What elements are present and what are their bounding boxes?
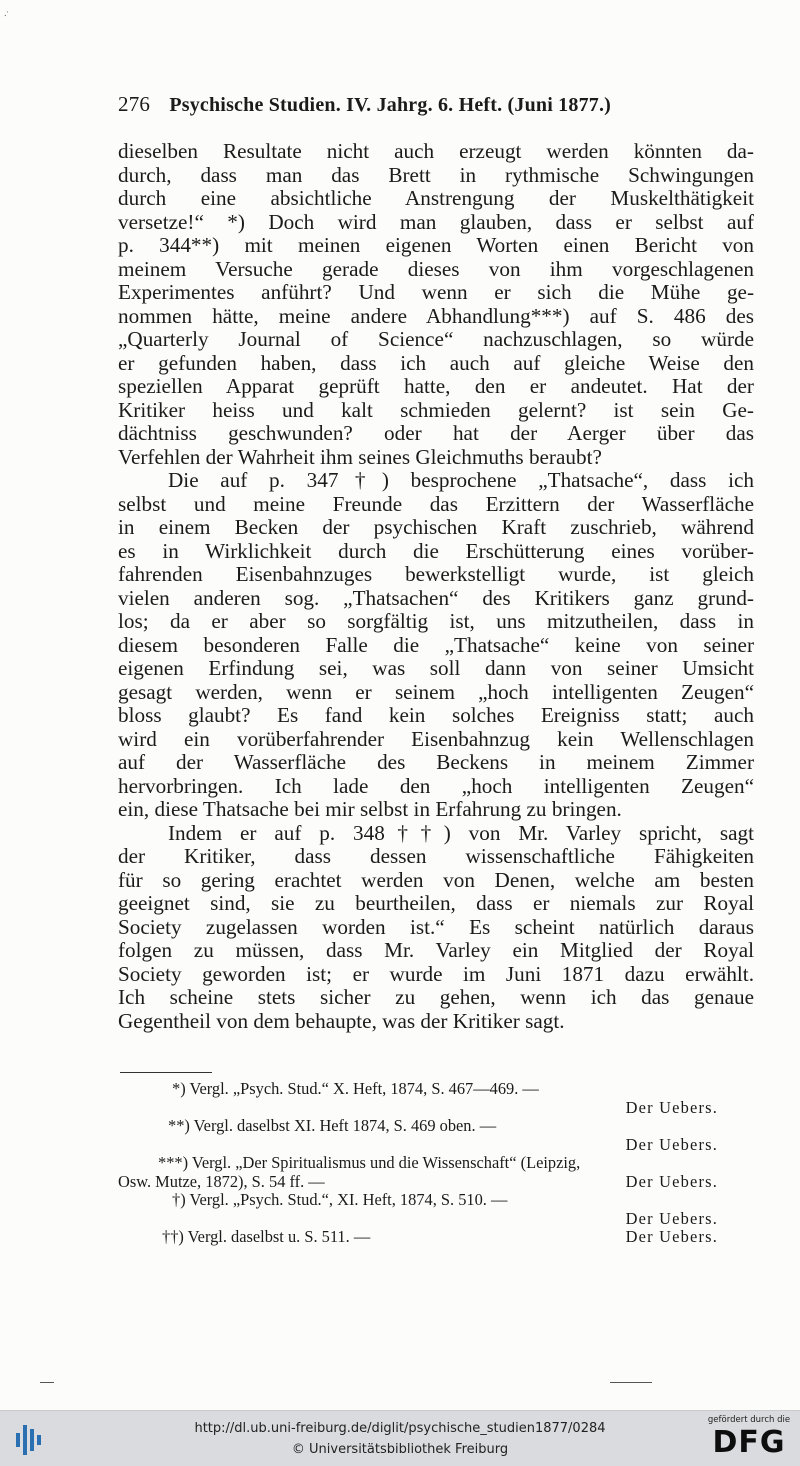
footnote-row bbox=[118, 1099, 718, 1118]
body-line: bloss glaubt? Es fand kein solches Ereigniss statt; auch bbox=[118, 704, 754, 727]
body-line: vielen anderen sog. „Thatsachen“ des Kritikers ganz grund- bbox=[118, 586, 754, 610]
body-text bbox=[118, 140, 754, 1033]
body-line: eigenen Erfindung sei, was soll dann von seiner Umsicht bbox=[118, 657, 754, 680]
footnote-text: Osw. Mutze, 1872), S. 54 ff. — bbox=[118, 1171, 325, 1191]
footnote-text: ***) Vergl. „Der Spiritualismus und die Wissenschaft“ (Leipzig, bbox=[158, 1153, 581, 1172]
body-line: dieselben Resultate nicht auch erzeugt werden könnten da- bbox=[118, 140, 754, 163]
footnote-attribution: Der Uebers. bbox=[625, 1134, 718, 1154]
funder-logo bbox=[706, 1415, 792, 1461]
body-line: auf der Wasserfläche des Beckens in meinem Zimmer bbox=[118, 751, 754, 774]
body-line: fahrenden Eisenbahnzuges bewerkstelligt wurde, ist gleich bbox=[118, 563, 754, 586]
footnote-text: ††) Vergl. daselbst u. S. 511. — bbox=[162, 1227, 371, 1246]
scan-mark-left bbox=[40, 1382, 54, 1383]
body-line: diesem besonderen Falle die „Thatsache“ keine von seiner bbox=[118, 633, 754, 657]
body-line: er gefunden haben, dass ich auch auf gleiche Weise den bbox=[118, 351, 754, 375]
body-line: gesagt werden, wenn er seinem „hoch intelligenten Zeugen“ bbox=[118, 680, 754, 704]
footnote-text: **) Vergl. daselbst XI. Heft 1874, S. 469 oben. — bbox=[168, 1116, 497, 1135]
footnote-attribution: Der Uebers. bbox=[625, 1227, 718, 1246]
footnote-row bbox=[118, 1210, 718, 1229]
running-header bbox=[118, 92, 758, 117]
footnote-attribution: Der Uebers. bbox=[625, 1097, 718, 1117]
footnote-rule bbox=[120, 1072, 212, 1073]
body-line: los; da er aber so sorgfältig ist, uns mitzutheilen, dass in bbox=[118, 610, 754, 633]
body-line: „Quarterly Journal of Science“ nachzuschlagen, so würde bbox=[118, 328, 754, 351]
footnote-row bbox=[118, 1080, 718, 1099]
copyright-text: © Universitätsbibliothek Freiburg bbox=[291, 1442, 509, 1457]
body-line: versetze!“ *) Doch wird man glauben, dass er selbst auf bbox=[118, 210, 754, 234]
footnote-attribution: Der Uebers. bbox=[625, 1171, 718, 1191]
funder-caption: gefördert durch die bbox=[707, 1415, 791, 1425]
body-line: Kritiker heiss und kalt schmieden gelernt? ist sein Ge- bbox=[118, 398, 754, 422]
footnotes bbox=[118, 1080, 718, 1247]
page-url-link[interactable]: http://dl.ub.uni-freiburg.de/diglit/psychische_studien1877/0284 bbox=[194, 1421, 606, 1436]
body-line: durch, dass man das Brett in rythmische Schwingungen bbox=[118, 163, 754, 187]
body-line: der Kritiker, dass dessen wissenschaftliche Fähigkeiten bbox=[118, 845, 754, 868]
body-line: Experimentes anführt? Und wenn er sich die Mühe ge- bbox=[118, 281, 754, 304]
body-line: Die auf p. 347†) besprochene „Thatsache“, dass ich bbox=[168, 469, 754, 492]
body-line: meinem Versuche gerade dieses von ihm vorgeschlagenen bbox=[118, 257, 754, 281]
body-line: nommen hätte, meine andere Abhandlung***) auf S. 486 des bbox=[118, 304, 754, 328]
body-line: p. 344**) mit meinen eigenen Worten einen Bericht von bbox=[118, 234, 754, 257]
body-line: durch eine absichtliche Anstrengung der Muskelthätigkeit bbox=[118, 187, 754, 210]
body-line: ein, diese Thatsache bei mir selbst in Erfahrung zu bringen. bbox=[118, 798, 622, 821]
body-line: hervorbringen. Ich lade den „hoch intelligenten Zeugen“ bbox=[118, 774, 754, 798]
footnote-text: *) Vergl. „Psych. Stud.“ X. Heft, 1874, S. 467—469. — bbox=[172, 1079, 539, 1098]
footnote-attribution: Der Uebers. bbox=[625, 1208, 718, 1228]
body-line: speziellen Apparat geprüft hatte, den er andeutet. Hat der bbox=[118, 375, 754, 398]
footnote-row bbox=[118, 1154, 718, 1173]
body-line: Verfehlen der Wahrheit ihm seines Gleichmuths beraubt? bbox=[118, 445, 602, 469]
body-line: in einem Becken der psychischen Kraft zuschrieb, während bbox=[118, 516, 754, 539]
scan-mark: ⸱ ̇ bbox=[4, 11, 10, 22]
footnote-row bbox=[118, 1191, 718, 1210]
body-line: Gegentheil von dem behaupte, was der Kritiker sagt. bbox=[118, 1009, 565, 1033]
body-line: für so gering erachtet werden von Denen, welche am besten bbox=[118, 868, 754, 892]
scan-mark-right bbox=[610, 1382, 652, 1383]
body-line: Society geworden ist; er wurde im Juni 1871 dazu erwählt. bbox=[118, 962, 754, 986]
body-line: geeignet sind, sie zu beurtheilen, dass er niemals zur Royal bbox=[118, 892, 754, 915]
body-line: Ich scheine stets sicher zu gehen, wenn ich das genaue bbox=[118, 986, 754, 1009]
body-line: Society zugelassen worden ist.“ Es scheint natürlich daraus bbox=[118, 915, 754, 939]
running-title: Psychische Studien. IV. Jahrg. 6. Heft. (Juni 1877.) bbox=[169, 94, 612, 116]
body-line: folgen zu müssen, dass Mr. Varley ein Mitglied der Royal bbox=[118, 939, 754, 962]
body-line: Indem er auf p. 348††) von Mr. Varley spricht, sagt bbox=[168, 821, 754, 845]
dfg-logo-icon: DFG bbox=[712, 1425, 786, 1460]
footnote-text: †) Vergl. „Psych. Stud.“, XI. Heft, 1874, S. 510. — bbox=[172, 1190, 508, 1209]
body-line: selbst und meine Freunde das Erzittern der Wasserfläche bbox=[118, 492, 754, 516]
footnote-row bbox=[118, 1136, 718, 1155]
page-number: 276 bbox=[118, 92, 151, 116]
body-line: wird ein vorüberfahrender Eisenbahnzug kein Wellenschlagen bbox=[118, 727, 754, 751]
footnote-row bbox=[118, 1173, 718, 1192]
footnote-row bbox=[118, 1228, 718, 1247]
body-line: es in Wirklichkeit durch die Erschütterung eines vorüber- bbox=[118, 539, 754, 563]
body-line: dächtniss geschwunden? oder hat der Aerger über das bbox=[118, 422, 754, 445]
footnote-row bbox=[118, 1117, 718, 1136]
viewer-footer bbox=[0, 1410, 800, 1466]
